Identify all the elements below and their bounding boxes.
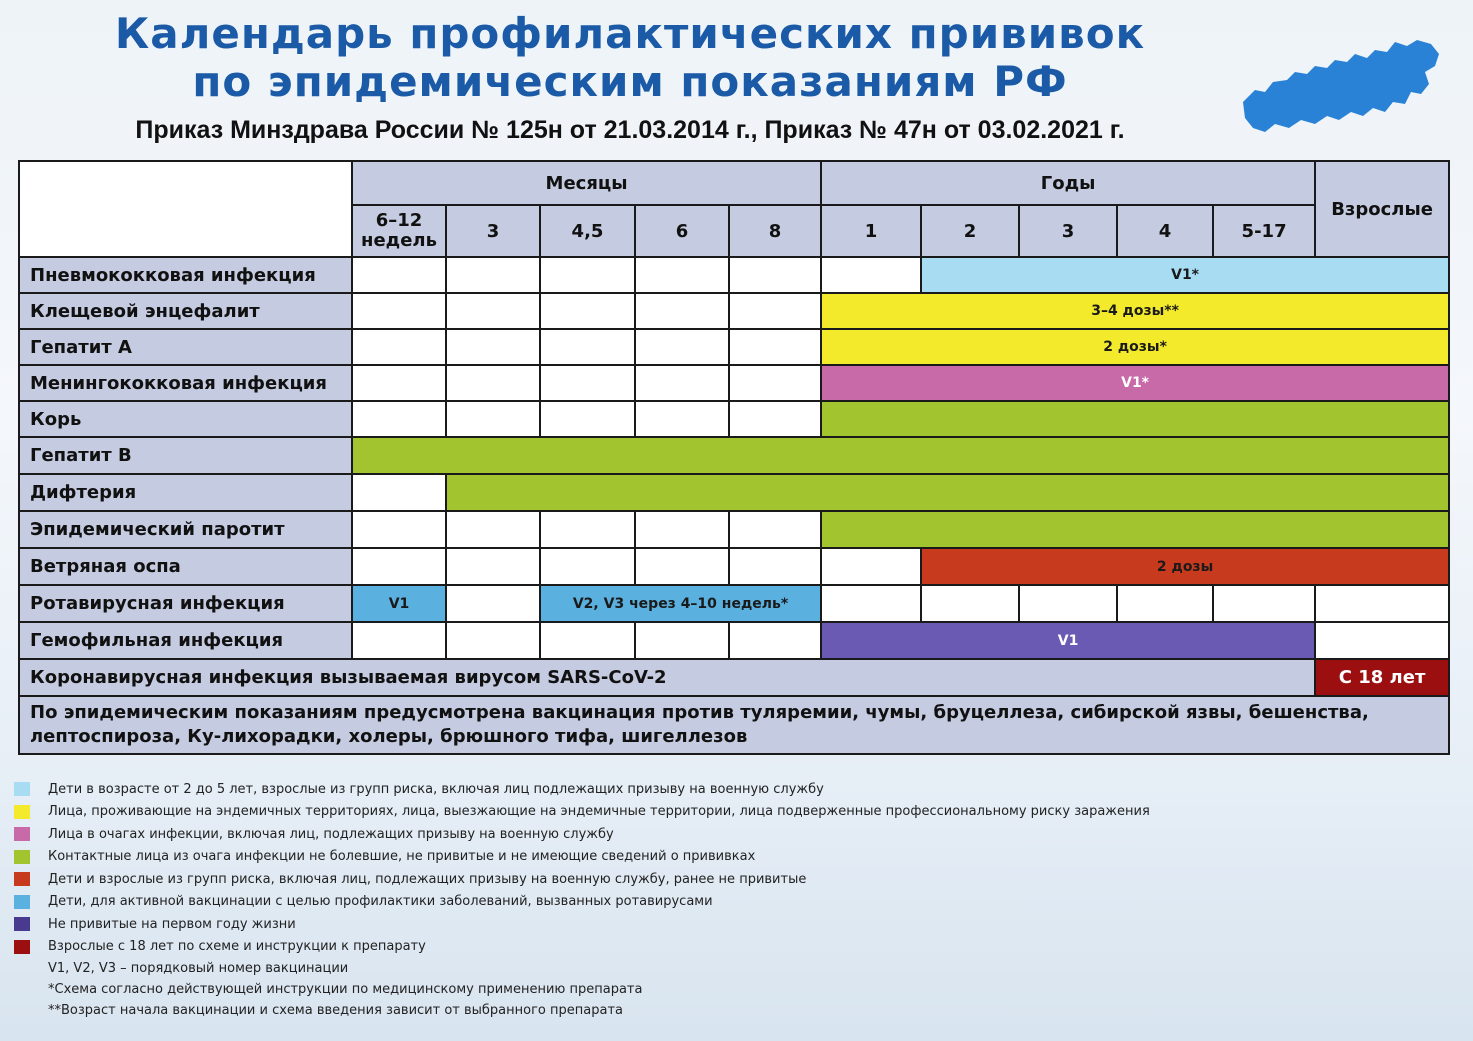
empty-cell (729, 622, 821, 659)
year-col-header: 4 (1117, 205, 1213, 257)
schedule-bar: V1* (921, 257, 1449, 293)
empty-cell (446, 257, 540, 293)
empty-cell (352, 401, 446, 437)
vaccination-schedule-table (18, 160, 1450, 755)
empty-cell (821, 585, 921, 622)
legend-text: Не привитые на первом году жизни (48, 916, 296, 932)
months-header: Месяцы (352, 161, 821, 205)
empty-cell (821, 548, 921, 585)
empty-cell (635, 548, 729, 585)
empty-cell (729, 401, 821, 437)
month-col-header: 6–12 недель (352, 205, 446, 257)
legend-item (14, 778, 1214, 801)
month-col-header: 8 (729, 205, 821, 257)
years-header: Годы (821, 161, 1315, 205)
empty-cell (446, 401, 540, 437)
legend-swatch (14, 782, 30, 796)
empty-cell (1315, 622, 1449, 659)
legend-item (14, 823, 1214, 846)
empty-cell (446, 365, 540, 401)
empty-cell (446, 585, 540, 622)
schedule-bar: С 18 лет (1315, 659, 1449, 696)
schedule-bar (821, 401, 1449, 437)
year-col-header: 2 (921, 205, 1019, 257)
table-row (19, 585, 1449, 622)
legend-item (14, 936, 1214, 959)
empty-cell (352, 329, 446, 365)
row-name: Гемофильная инфекция (19, 622, 352, 659)
empty-cell (352, 257, 446, 293)
table-row (19, 293, 1449, 329)
empty-cell (1019, 585, 1117, 622)
empty-cell (352, 511, 446, 548)
empty-cell (446, 329, 540, 365)
legend-item (14, 913, 1214, 936)
header-corner (19, 161, 352, 257)
empty-cell (635, 257, 729, 293)
empty-cell (446, 622, 540, 659)
empty-cell (635, 365, 729, 401)
footnote: **Возраст начала вакцинации и схема введения зависит от выбранного препарата (48, 1003, 623, 1018)
empty-cell (729, 365, 821, 401)
empty-cell (1213, 585, 1315, 622)
row-name: Ветряная оспа (19, 548, 352, 585)
table-row (19, 257, 1449, 293)
table-row (19, 548, 1449, 585)
table-row (19, 365, 1449, 401)
russia-map-icon (1235, 32, 1445, 142)
empty-cell (540, 257, 635, 293)
legend-swatch (14, 850, 30, 864)
title-line-1: Календарь профилактических прививок (114, 9, 1146, 58)
row-name: Эпидемический паротит (19, 511, 352, 548)
empty-cell (352, 548, 446, 585)
month-col-header: 6 (635, 205, 729, 257)
empty-cell (446, 548, 540, 585)
empty-cell (729, 511, 821, 548)
table-row (19, 329, 1449, 365)
empty-cell (352, 293, 446, 329)
empty-cell (635, 329, 729, 365)
legend-text: Контактные лица из очага инфекции не болевшие, не привитые и не имеющие сведений о прививках (48, 849, 756, 865)
legend-text: Лица, проживающие на эндемичных территориях, лица, выезжающие на эндемичные территории, лица подверженные профессиональному риску заражения (48, 804, 1150, 820)
legend-item (14, 891, 1214, 914)
schedule-bar: 2 дозы* (821, 329, 1449, 365)
empty-cell (540, 329, 635, 365)
schedule-bar: V1 (821, 622, 1315, 659)
row-name: Клещевой энцефалит (19, 293, 352, 329)
epidemic-note: По эпидемическим показаниям предусмотрена вакцинация против туляремии, чумы, бруцеллеза, сибирской язвы, бешенства, лептоспироза, Ку-лихорадки, холеры, брюшного тифа, шигеллезов (19, 696, 1449, 754)
schedule-bar (821, 511, 1449, 548)
empty-cell (540, 511, 635, 548)
empty-cell (821, 257, 921, 293)
empty-cell (352, 474, 446, 511)
legend-text: Дети в возрасте от 2 до 5 лет, взрослые из групп риска, включая лиц подлежащих призыву на военную службу (48, 781, 824, 797)
empty-cell (352, 622, 446, 659)
empty-cell (540, 548, 635, 585)
legend-swatch (14, 940, 30, 954)
empty-cell (729, 293, 821, 329)
empty-cell (635, 293, 729, 329)
month-col-header: 3 (446, 205, 540, 257)
empty-cell (729, 257, 821, 293)
row-name: Корь (19, 401, 352, 437)
row-name: Коронавирусная инфекция вызываемая вирусом SARS-CoV-2 (19, 659, 1315, 696)
legend-swatch (14, 872, 30, 886)
empty-cell (540, 365, 635, 401)
adults-header: Взрослые (1315, 161, 1449, 257)
title-line-2: по эпидемическим показаниям РФ (192, 57, 1068, 106)
year-col-header: 3 (1019, 205, 1117, 257)
legend-text: Дети и взрослые из групп риска, включая лиц, подлежащих призыву на военную службу, ранее не привитые (48, 871, 807, 887)
empty-cell (729, 329, 821, 365)
schedule-bar: 2 дозы (921, 548, 1449, 585)
month-col-header: 4,5 (540, 205, 635, 257)
table-row (19, 622, 1449, 659)
row-name: Гепатит A (19, 329, 352, 365)
legend-text: Дети, для активной вакцинации с целью профилактики заболеваний, вызванных ротавирусами (48, 894, 713, 910)
legend-item (14, 846, 1214, 869)
empty-cell (352, 365, 446, 401)
table-row (19, 696, 1449, 754)
schedule-bar: 3–4 дозы** (821, 293, 1449, 329)
schedule-bar: V1* (821, 365, 1449, 401)
empty-cell (540, 622, 635, 659)
footnote: *Схема согласно действующей инструкции по медицинскому применению препарата (48, 982, 643, 997)
year-col-header: 5-17 (1213, 205, 1315, 257)
empty-cell (921, 585, 1019, 622)
table-row (19, 659, 1449, 696)
empty-cell (1315, 585, 1449, 622)
table-row (19, 474, 1449, 511)
legend-swatch (14, 917, 30, 931)
empty-cell (540, 401, 635, 437)
legend-item (14, 868, 1214, 891)
row-name: Менингококковая инфекция (19, 365, 352, 401)
row-name: Гепатит B (19, 437, 352, 474)
legend (14, 778, 1214, 1021)
page-subtitle: Приказ Минздрава России № 125н от 21.03.2014 г., Приказ № 47н от 03.02.2021 г. (135, 116, 1125, 144)
empty-cell (635, 622, 729, 659)
page-title (0, 10, 1260, 106)
empty-cell (729, 548, 821, 585)
row-name: Дифтерия (19, 474, 352, 511)
table-row (19, 401, 1449, 437)
schedule-bar: V1 (352, 585, 446, 622)
row-name: Ротавирусная инфекция (19, 585, 352, 622)
schedule-bar (352, 437, 1449, 474)
schedule-bar (446, 474, 1449, 511)
legend-item (14, 801, 1214, 824)
table-row (19, 511, 1449, 548)
empty-cell (540, 293, 635, 329)
empty-cell (635, 511, 729, 548)
empty-cell (446, 511, 540, 548)
empty-cell (446, 293, 540, 329)
legend-swatch (14, 895, 30, 909)
legend-swatch (14, 827, 30, 841)
year-col-header: 1 (821, 205, 921, 257)
empty-cell (1117, 585, 1213, 622)
schedule-bar: V2, V3 через 4–10 недель* (540, 585, 821, 622)
legend-text: Лица в очагах инфекции, включая лиц, подлежащих призыву на военную службу (48, 826, 614, 842)
legend-text: Взрослые с 18 лет по схеме и инструкции к препарату (48, 939, 426, 955)
row-name: Пневмококковая инфекция (19, 257, 352, 293)
footnote: V1, V2, V3 – порядковый номер вакцинации (48, 961, 349, 976)
table-row (19, 437, 1449, 474)
legend-swatch (14, 805, 30, 819)
empty-cell (635, 401, 729, 437)
